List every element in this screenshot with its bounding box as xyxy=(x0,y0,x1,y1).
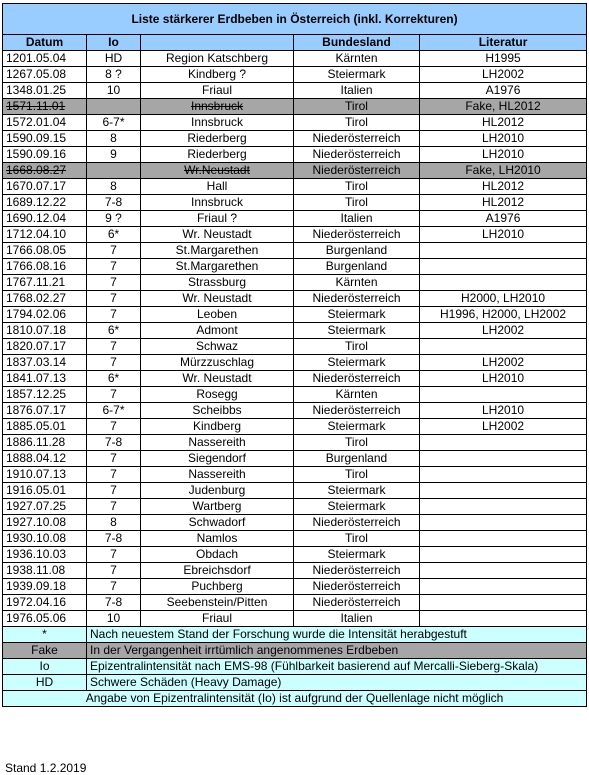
cell-region: Nassereith xyxy=(141,467,294,483)
cell-state: Steiermark xyxy=(294,323,420,339)
cell-date: 1348.01.25 xyxy=(3,83,87,99)
cell-state: Niederösterreich xyxy=(294,595,420,611)
cell-region: Innsbruck xyxy=(141,115,294,131)
cell-date: 1841.07.13 xyxy=(3,371,87,387)
cell-region: Kindberg ? xyxy=(141,67,294,83)
cell-date: 1927.07.25 xyxy=(3,499,87,515)
cell-region: Wr. Neustadt xyxy=(141,371,294,387)
cell-region: Wr. Neustadt xyxy=(141,291,294,307)
cell-date: 1936.10.03 xyxy=(3,547,87,563)
cell-region: Siegendorf xyxy=(141,451,294,467)
cell-io: 9 ? xyxy=(87,211,141,227)
legend-note: Angabe von Epizentralintensität (Io) ist aufgrund der Quellenlage nicht möglich xyxy=(3,691,587,707)
cell-literature: LH2010 xyxy=(420,371,587,387)
cell-io: 7 xyxy=(87,563,141,579)
table-row xyxy=(3,403,587,419)
cell-state: Tirol xyxy=(294,179,420,195)
table-row xyxy=(3,467,587,483)
cell-date: 1910.07.13 xyxy=(3,467,87,483)
cell-region: St.Margarethen xyxy=(141,259,294,275)
cell-date: 1689.12.22 xyxy=(3,195,87,211)
cell-literature xyxy=(420,563,587,579)
cell-state: Tirol xyxy=(294,435,420,451)
table-row xyxy=(3,131,587,147)
cell-state: Niederösterreich xyxy=(294,371,420,387)
cell-io: 6-7* xyxy=(87,403,141,419)
table-row xyxy=(3,355,587,371)
cell-date: 1885.05.01 xyxy=(3,419,87,435)
cell-region: Scheibbs xyxy=(141,403,294,419)
cell-literature: A1976 xyxy=(420,211,587,227)
cell-state: Italien xyxy=(294,211,420,227)
cell-state: Niederösterreich xyxy=(294,403,420,419)
cell-region: Judenburg xyxy=(141,483,294,499)
legend-text: Nach neuestem Stand der Forschung wurde die Intensität herabgestuft xyxy=(87,627,587,643)
cell-state: Tirol xyxy=(294,467,420,483)
table-row xyxy=(3,451,587,467)
cell-date: 1590.09.15 xyxy=(3,131,87,147)
cell-region: Namlos xyxy=(141,531,294,547)
cell-io: 7 xyxy=(87,291,141,307)
cell-state: Steiermark xyxy=(294,67,420,83)
cell-literature: LH2010 xyxy=(420,403,587,419)
cell-io: 9 xyxy=(87,147,141,163)
table-row xyxy=(3,99,587,115)
cell-date: 1690.12.04 xyxy=(3,211,87,227)
cell-state: Niederösterreich xyxy=(294,291,420,307)
cell-date: 1938.11.08 xyxy=(3,563,87,579)
cell-region: Leoben xyxy=(141,307,294,323)
cell-literature: HL2012 xyxy=(420,115,587,131)
cell-io: 7 xyxy=(87,355,141,371)
cell-date: 1768.02.27 xyxy=(3,291,87,307)
table-row xyxy=(3,211,587,227)
cell-io: 10 xyxy=(87,611,141,627)
cell-io: 6* xyxy=(87,371,141,387)
legend-text: In der Vergangenheit irrtümlich angenommenes Erdbeben xyxy=(87,643,587,659)
table-row xyxy=(3,243,587,259)
cell-state: Steiermark xyxy=(294,355,420,371)
cell-literature xyxy=(420,547,587,563)
cell-io: 8 xyxy=(87,515,141,531)
cell-date: 1766.08.16 xyxy=(3,259,87,275)
cell-state: Tirol xyxy=(294,99,420,115)
cell-literature xyxy=(420,595,587,611)
cell-literature xyxy=(420,579,587,595)
cell-io: 8 xyxy=(87,179,141,195)
header-state: Bundesland xyxy=(294,35,420,51)
legend-note-row xyxy=(3,691,587,707)
cell-literature xyxy=(420,451,587,467)
cell-region: Region Katschberg xyxy=(141,51,294,67)
table-row xyxy=(3,371,587,387)
earthquake-table xyxy=(2,3,587,707)
cell-state: Niederösterreich xyxy=(294,515,420,531)
cell-state: Steiermark xyxy=(294,483,420,499)
cell-date: 1670.07.17 xyxy=(3,179,87,195)
cell-io: 8 ? xyxy=(87,67,141,83)
cell-state: Steiermark xyxy=(294,419,420,435)
table-row xyxy=(3,307,587,323)
cell-io: 7 xyxy=(87,259,141,275)
cell-io: 8 xyxy=(87,131,141,147)
cell-io: 7 xyxy=(87,275,141,291)
table-row xyxy=(3,339,587,355)
header-io: Io xyxy=(87,35,141,51)
cell-literature xyxy=(420,499,587,515)
cell-state: Kärnten xyxy=(294,51,420,67)
table-title: Liste stärkerer Erdbeben in Österreich (inkl. Korrekturen) xyxy=(3,4,587,35)
cell-date: 1939.09.18 xyxy=(3,579,87,595)
cell-literature: A1976 xyxy=(420,83,587,99)
cell-literature: LH2010 xyxy=(420,227,587,243)
cell-state: Burgenland xyxy=(294,243,420,259)
table-row xyxy=(3,547,587,563)
cell-literature xyxy=(420,483,587,499)
header-date: Datum xyxy=(3,35,87,51)
legend-row xyxy=(3,627,587,643)
cell-state: Burgenland xyxy=(294,451,420,467)
cell-state: Niederösterreich xyxy=(294,131,420,147)
table-row xyxy=(3,595,587,611)
cell-date: 1876.07.17 xyxy=(3,403,87,419)
cell-literature xyxy=(420,259,587,275)
legend-row xyxy=(3,659,587,675)
cell-state: Niederösterreich xyxy=(294,147,420,163)
cell-io: 7 xyxy=(87,547,141,563)
legend-row xyxy=(3,675,587,691)
table-row xyxy=(3,579,587,595)
cell-state: Niederösterreich xyxy=(294,163,420,179)
cell-literature: HL2012 xyxy=(420,179,587,195)
header-region xyxy=(141,35,294,51)
table-row xyxy=(3,51,587,67)
cell-literature xyxy=(420,531,587,547)
table-header-row xyxy=(3,35,587,51)
cell-region: Schwaz xyxy=(141,339,294,355)
cell-region: Strassburg xyxy=(141,275,294,291)
cell-literature: LH2002 xyxy=(420,419,587,435)
cell-date: 1767.11.21 xyxy=(3,275,87,291)
cell-region: Nassereith xyxy=(141,435,294,451)
table-row xyxy=(3,323,587,339)
cell-state: Burgenland xyxy=(294,259,420,275)
table-row xyxy=(3,291,587,307)
cell-io: 7 xyxy=(87,483,141,499)
table-title-row xyxy=(3,4,587,35)
cell-region: Riederberg xyxy=(141,147,294,163)
cell-region: Obdach xyxy=(141,547,294,563)
cell-region: Friaul ? xyxy=(141,211,294,227)
cell-region: Innsbruck xyxy=(141,99,294,115)
cell-io: 7 xyxy=(87,387,141,403)
cell-date: 1916.05.01 xyxy=(3,483,87,499)
cell-region: Admont xyxy=(141,323,294,339)
cell-literature: Fake, LH2010 xyxy=(420,163,587,179)
table-row xyxy=(3,227,587,243)
cell-state: Kärnten xyxy=(294,275,420,291)
cell-literature: LH2002 xyxy=(420,355,587,371)
cell-date: 1820.07.17 xyxy=(3,339,87,355)
cell-date: 1886.11.28 xyxy=(3,435,87,451)
legend-row xyxy=(3,643,587,659)
legend-symbol: * xyxy=(3,627,87,643)
table-row xyxy=(3,515,587,531)
cell-literature: H2000, LH2010 xyxy=(420,291,587,307)
table-row xyxy=(3,83,587,99)
cell-date: 1857.12.25 xyxy=(3,387,87,403)
cell-region: Wartberg xyxy=(141,499,294,515)
cell-region: Hall xyxy=(141,179,294,195)
cell-date: 1976.05.06 xyxy=(3,611,87,627)
cell-literature: H1995 xyxy=(420,51,587,67)
cell-date: 1927.10.08 xyxy=(3,515,87,531)
cell-literature xyxy=(420,275,587,291)
table-row xyxy=(3,531,587,547)
cell-io: 7 xyxy=(87,499,141,515)
cell-region: Friaul xyxy=(141,83,294,99)
table-row xyxy=(3,483,587,499)
cell-literature: LH2002 xyxy=(420,67,587,83)
cell-date: 1888.04.12 xyxy=(3,451,87,467)
cell-state: Italien xyxy=(294,611,420,627)
cell-literature xyxy=(420,339,587,355)
table-row xyxy=(3,275,587,291)
table-row xyxy=(3,163,587,179)
cell-io: 7-8 xyxy=(87,435,141,451)
cell-region: Puchberg xyxy=(141,579,294,595)
cell-date: 1766.08.05 xyxy=(3,243,87,259)
cell-date: 1810.07.18 xyxy=(3,323,87,339)
cell-io: 6-7* xyxy=(87,115,141,131)
cell-region: Seebenstein/Pitten xyxy=(141,595,294,611)
cell-state: Tirol xyxy=(294,195,420,211)
table-row xyxy=(3,387,587,403)
legend-symbol: Fake xyxy=(3,643,87,659)
cell-region: Riederberg xyxy=(141,131,294,147)
cell-literature xyxy=(420,515,587,531)
cell-literature: LH2010 xyxy=(420,131,587,147)
cell-io: HD xyxy=(87,51,141,67)
cell-state: Niederösterreich xyxy=(294,227,420,243)
table-row xyxy=(3,419,587,435)
cell-literature xyxy=(420,611,587,627)
cell-literature xyxy=(420,435,587,451)
cell-io: 7-8 xyxy=(87,531,141,547)
cell-region: Ebreichsdorf xyxy=(141,563,294,579)
cell-literature: Fake, HL2012 xyxy=(420,99,587,115)
cell-region: Innsbruck xyxy=(141,195,294,211)
table-row xyxy=(3,259,587,275)
cell-literature xyxy=(420,467,587,483)
cell-state: Steiermark xyxy=(294,547,420,563)
cell-literature xyxy=(420,243,587,259)
table-row xyxy=(3,611,587,627)
cell-state: Tirol xyxy=(294,339,420,355)
cell-date: 1201.05.04 xyxy=(3,51,87,67)
cell-region: Friaul xyxy=(141,611,294,627)
cell-io: 7 xyxy=(87,339,141,355)
cell-date: 1972.04.16 xyxy=(3,595,87,611)
cell-region: Schwadorf xyxy=(141,515,294,531)
cell-region: Rosegg xyxy=(141,387,294,403)
header-literature: Literatur xyxy=(420,35,587,51)
cell-date: 1590.09.16 xyxy=(3,147,87,163)
cell-io: 6* xyxy=(87,227,141,243)
cell-region: Wr. Neustadt xyxy=(141,227,294,243)
legend-text: Epizentralintensität nach EMS-98 (Fühlbarkeit basierend auf Mercalli-Sieberg-Skala) xyxy=(87,659,587,675)
cell-state: Niederösterreich xyxy=(294,563,420,579)
table-row xyxy=(3,147,587,163)
cell-region: Kindberg xyxy=(141,419,294,435)
table-row xyxy=(3,67,587,83)
cell-region: Wr.Neustadt xyxy=(141,163,294,179)
cell-date: 1712.04.10 xyxy=(3,227,87,243)
legend-symbol: Io xyxy=(3,659,87,675)
cell-state: Niederösterreich xyxy=(294,579,420,595)
cell-io: 10 xyxy=(87,83,141,99)
cell-io: 7 xyxy=(87,307,141,323)
cell-date: 1930.10.08 xyxy=(3,531,87,547)
cell-io: 6* xyxy=(87,323,141,339)
cell-literature: HL2012 xyxy=(420,195,587,211)
cell-date: 1794.02.06 xyxy=(3,307,87,323)
cell-io: 7 xyxy=(87,579,141,595)
cell-io: 7 xyxy=(87,243,141,259)
cell-io xyxy=(87,99,141,115)
cell-state: Tirol xyxy=(294,115,420,131)
cell-state: Steiermark xyxy=(294,499,420,515)
cell-date: 1837.03.14 xyxy=(3,355,87,371)
table-row xyxy=(3,563,587,579)
legend-text: Schwere Schäden (Heavy Damage) xyxy=(87,675,587,691)
legend-symbol: HD xyxy=(3,675,87,691)
cell-io: 7-8 xyxy=(87,595,141,611)
cell-date: 1571.11.01 xyxy=(3,99,87,115)
cell-state: Italien xyxy=(294,83,420,99)
table-row xyxy=(3,179,587,195)
cell-io xyxy=(87,163,141,179)
cell-region: Mürzzuschlag xyxy=(141,355,294,371)
cell-date: 1572.01.04 xyxy=(3,115,87,131)
table-row xyxy=(3,435,587,451)
table-row xyxy=(3,499,587,515)
cell-io: 7 xyxy=(87,467,141,483)
cell-region: St.Margarethen xyxy=(141,243,294,259)
cell-literature: LH2010 xyxy=(420,147,587,163)
cell-state: Kärnten xyxy=(294,387,420,403)
cell-state: Steiermark xyxy=(294,307,420,323)
cell-literature: LH2002 xyxy=(420,323,587,339)
cell-date: 1668.08.27 xyxy=(3,163,87,179)
cell-date: 1267.05.08 xyxy=(3,67,87,83)
cell-io: 7-8 xyxy=(87,195,141,211)
cell-io: 7 xyxy=(87,419,141,435)
table-row xyxy=(3,115,587,131)
earthquake-table-sheet xyxy=(2,3,586,775)
cell-io: 7 xyxy=(87,451,141,467)
table-row xyxy=(3,195,587,211)
cell-literature xyxy=(420,387,587,403)
cell-state: Tirol xyxy=(294,531,420,547)
cell-literature: H1996, H2000, LH2002 xyxy=(420,307,587,323)
footer-date: Stand 1.2.2019 xyxy=(5,761,87,775)
